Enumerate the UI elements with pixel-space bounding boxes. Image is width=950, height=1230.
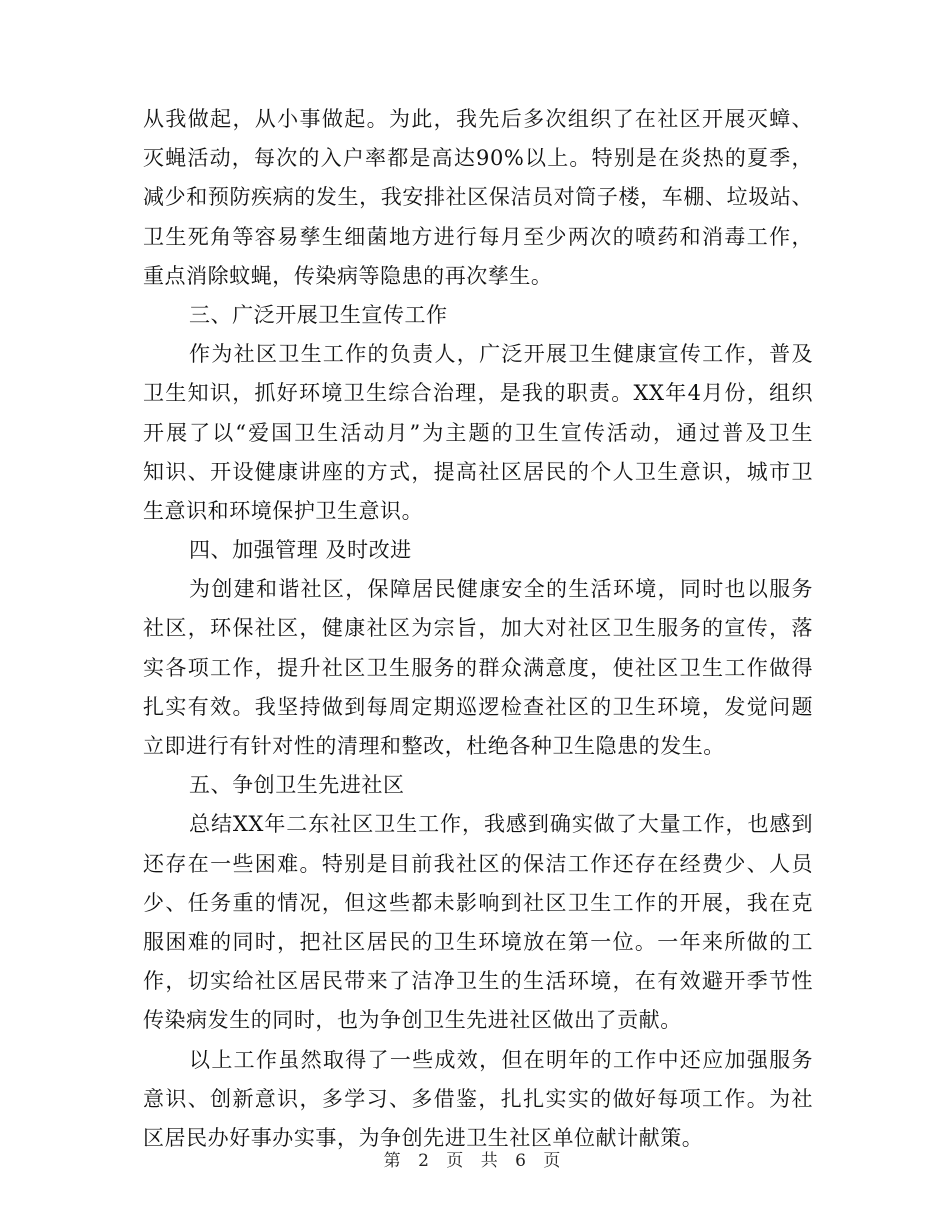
- paragraph-line: 卫生知识，抓好环境卫生综合治理，是我的职责。XX年4月份，组织: [143, 381, 813, 406]
- paragraph-line: 立即进行有针对性的清理和整改，杜绝各种卫生隐患的发生。: [143, 734, 725, 758]
- paragraph-line: 从我做起，从小事做起。为此，我先后多次组织了在社区开展灭蟑、: [143, 107, 813, 131]
- paragraph-line: 服困难的同时，把社区居民的卫生环境放在第一位。一年来所做的工: [143, 929, 813, 954]
- section-heading: 五、争创卫生先进社区: [189, 773, 405, 798]
- paragraph-line: 作为社区卫生工作的负责人，广泛开展卫生健康宣传工作，普及: [189, 342, 813, 367]
- paragraph-line: 重点消除蚊蝇，传染病等隐患的再次孳生。: [143, 263, 553, 288]
- paragraph-line: 传染病发生的同时，也为争创卫生先进社区做出了贡献。: [143, 1008, 682, 1033]
- paragraph-line: 灭蝇活动，每次的入户率都是高达90%以上。特别是在炎热的夏季，: [143, 146, 813, 171]
- paragraph-line: 减少和预防疾病的发生，我安排社区保洁员对筒子楼，车棚、垃圾站、: [143, 185, 813, 210]
- section-heading: 四、加强管理 及时改进: [189, 538, 412, 563]
- body-text: [143, 100, 813, 1158]
- paragraph-line: 开展了以“爱国卫生活动月”为主题的卫生宣传活动，通过普及卫生: [143, 420, 813, 445]
- paragraph-line: 扎实有效。我坚持做到每周定期巡逻检查社区的卫生环境，发觉问题: [143, 694, 813, 719]
- page-number-footer: 第 2 页 共 6 页: [383, 1151, 567, 1171]
- paragraph-line: 还存在一些困难。特别是目前我社区的保洁工作还存在经费少、人员: [143, 851, 813, 876]
- section-heading: 三、广泛开展卫生宣传工作: [189, 302, 448, 327]
- paragraph-line: 生意识和环境保护卫生意识。: [143, 498, 424, 523]
- paragraph-line: 少、任务重的情况，但这些都未影响到社区卫生工作的开展，我在克: [143, 890, 813, 915]
- paragraph-line: 知识、开设健康讲座的方式，提高社区居民的个人卫生意识，城市卫: [143, 459, 813, 484]
- paragraph-line: 以上工作虽然取得了一些成效，但在明年的工作中还应加强服务: [189, 1047, 813, 1072]
- paragraph-line: 意识、创新意识，多学习、多借鉴，扎扎实实的做好每项工作。为社: [143, 1086, 813, 1111]
- paragraph-line: 实各项工作，提升社区卫生服务的群众满意度，使社区卫生工作做得: [143, 655, 813, 680]
- paragraph-line: 社区，环保社区，健康社区为宗旨，加大对社区卫生服务的宣传，落: [143, 616, 813, 641]
- paragraph-line: 区居民办好事办实事，为争创先进卫生社区单位献计献策。: [143, 1125, 704, 1150]
- paragraph-line: 总结XX年二东社区卫生工作，我感到确实做了大量工作，也感到: [189, 812, 813, 837]
- paragraph-line: 作，切实给社区居民带来了洁净卫生的生活环境，在有效避开季节性: [143, 969, 813, 994]
- paragraph-line: 为创建和谐社区，保障居民健康安全的生活环境，同时也以服务: [189, 577, 813, 602]
- paragraph-line: 卫生死角等容易孳生细菌地方进行每月至少两次的喷药和消毒工作，: [143, 224, 813, 249]
